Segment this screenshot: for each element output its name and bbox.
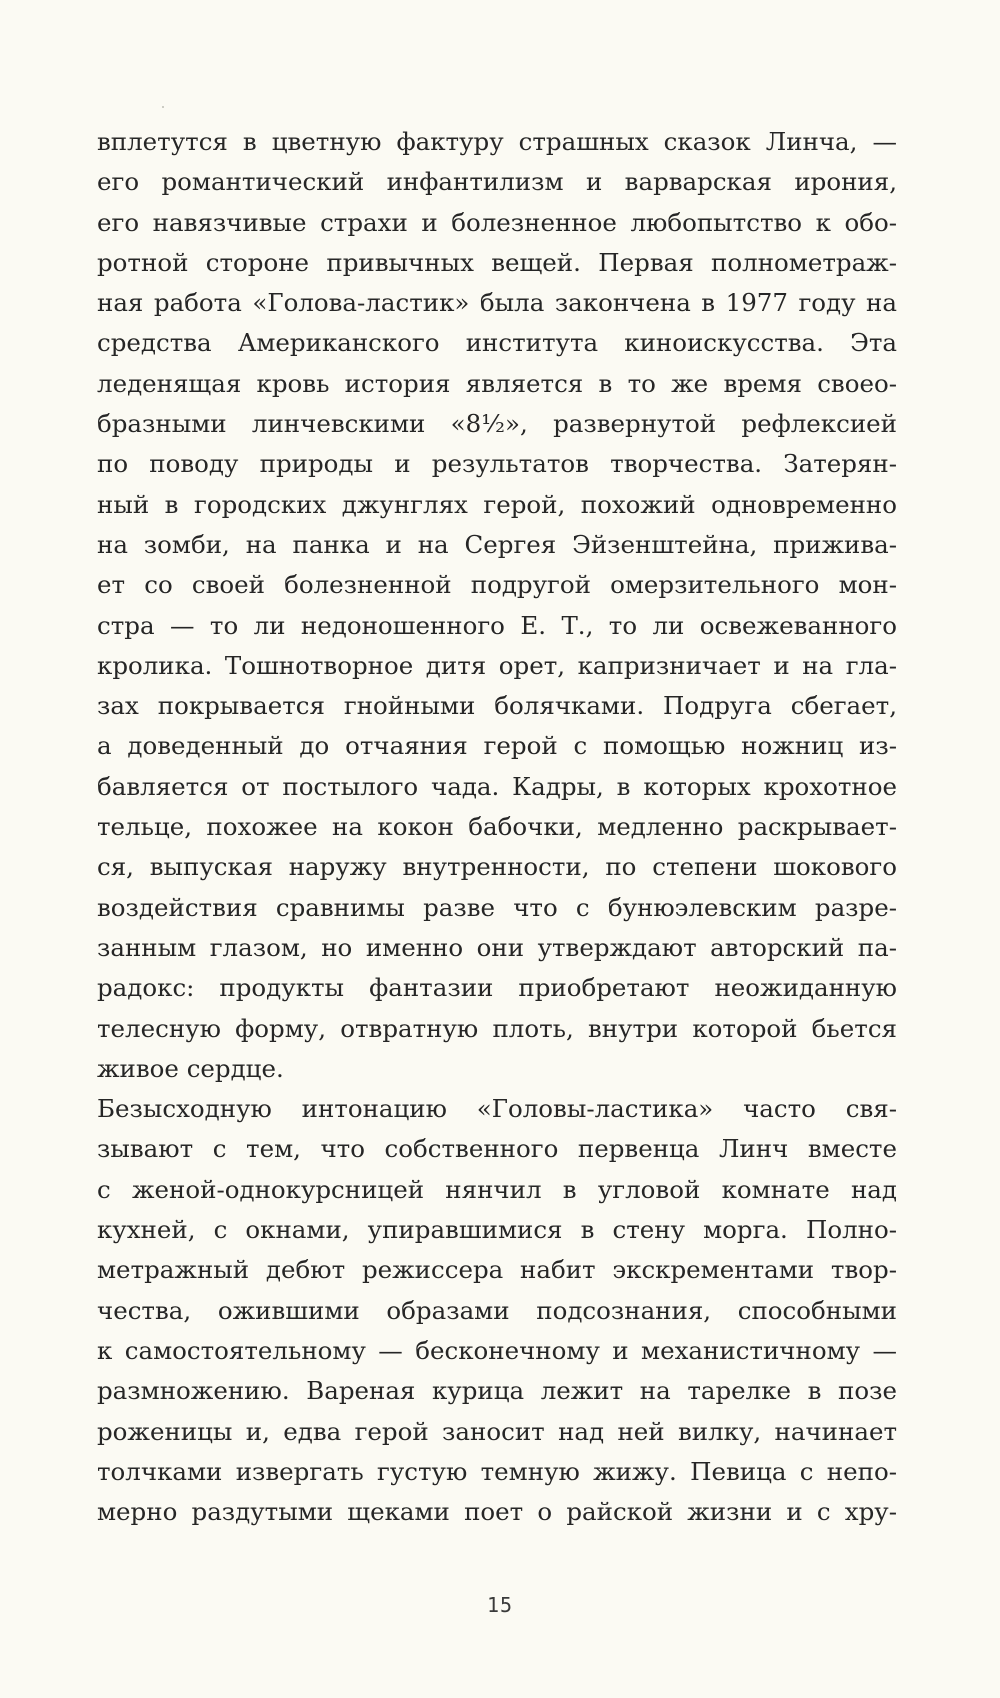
text-line: кролика. Тошнотворное дитя орет, капризничает и на гла- [97, 650, 897, 680]
text-line: по поводу природы и результатов творчества. Затерян- [97, 449, 897, 479]
text-line: радокс: продукты фантазии приобретают неожиданную [97, 973, 897, 1003]
text-line: бавляется от постылого чада. Кадры, в которых крохотное [97, 771, 897, 801]
text-line: размножению. Вареная курица лежит на тарелке в позе [97, 1376, 897, 1406]
text-line: занным глазом, но именно они утверждают авторский па- [97, 932, 897, 962]
text-line: к самостоятельному — бесконечному и механистичному — [97, 1335, 897, 1365]
text-line: ся, выпуская наружу внутренности, по степени шокового [97, 852, 897, 882]
text-line: средства Американского института киноискусства. Эта [97, 328, 897, 358]
text-line: чества, ожившими образами подсознания, способными [97, 1295, 897, 1325]
text-line: ротной стороне привычных вещей. Первая полнометраж- [97, 247, 897, 277]
text-line: кухней, с окнами, упиравшимися в стену морга. Полно- [97, 1215, 897, 1245]
text-line: стра — то ли недоношенного Е. Т., то ли освежеванного [97, 610, 897, 640]
text-line: телесную форму, отвратную плоть, внутри которой бьется [97, 1013, 897, 1043]
text-line: зах покрывается гнойными болячками. Подруга сбегает, [97, 691, 897, 721]
text-line: а доведенный до отчаяния герой с помощью ножниц из- [97, 731, 897, 761]
text-line: ный в городских джунглях герой, похожий одновременно [97, 489, 897, 519]
text-line: леденящая кровь история является в то же время своео- [97, 368, 897, 398]
text-line: ная работа «Голова-ластик» была закончена в 1977 году на [97, 288, 897, 318]
text-line: Безысходную интонацию «Головы-ластика» часто свя- [97, 1094, 897, 1124]
text-line: толчками извергать густую темную жижу. Певица с непо- [97, 1456, 897, 1486]
text-line: воздействия сравнимы разве что с бунюэлевским разре- [97, 892, 897, 922]
text-line: бразными линчевскими «8½», развернутой рефлексией [97, 409, 897, 439]
text-line: метражный дебют режиссера набит экскрементами твор- [97, 1255, 897, 1285]
text-line: живое сердце. [97, 1053, 284, 1083]
text-line: роженицы и, едва герой заносит над ней вилку, начинает [97, 1416, 897, 1446]
paper-speck [162, 106, 164, 108]
text-line: мерно раздутыми щеками поет о райской жизни и с хру- [97, 1497, 897, 1527]
text-line: его навязчивые страхи и болезненное любопытство к обо- [97, 207, 897, 237]
page-number: 15 [486, 1593, 514, 1617]
text-line: тельце, похожее на кокон бабочки, медленно раскрывает- [97, 812, 897, 842]
text-line: зывают с тем, что собственного первенца Линч вместе [97, 1134, 897, 1164]
paragraph-1 [97, 122, 897, 1089]
paragraph-2 [97, 1089, 897, 1532]
text-line: на зомби, на панка и на Сергея Эйзенштейна, прижива- [97, 529, 897, 559]
text-line: с женой-однокурсницей нянчил в угловой комнате над [97, 1174, 897, 1204]
text-column [97, 122, 897, 1532]
text-line: его романтический инфантилизм и варварская ирония, [97, 167, 897, 197]
text-line: вплетутся в цветную фактуру страшных сказок Линча, — [97, 127, 897, 156]
text-line: ет со своей болезненной подругой омерзительного мон- [97, 570, 897, 600]
